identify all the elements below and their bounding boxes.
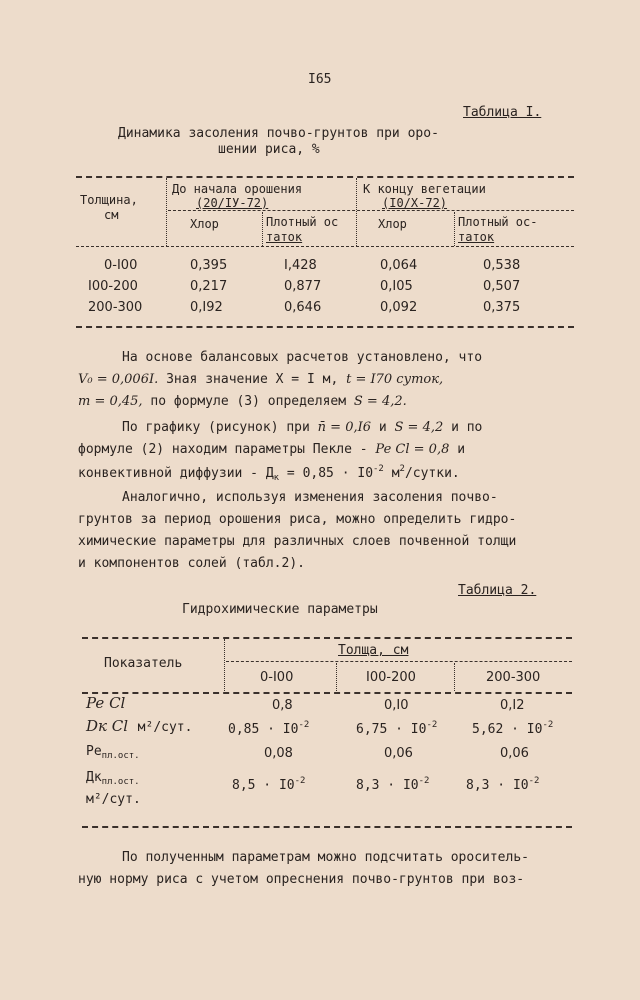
para2-line3-unit-tail: /сутки. (404, 466, 460, 481)
table2-row1-v1: 0,8 (272, 698, 293, 713)
para2-line3-exp: -2 (373, 464, 384, 474)
table1-row3-v4: 0,375 (483, 300, 521, 315)
table2-row1-v3: 0,I2 (500, 698, 525, 713)
para2-line3-sub: к (273, 473, 280, 483)
table1-vsep-4 (454, 212, 455, 246)
para2-line3-a: конвективной диффузии - Д (78, 466, 274, 481)
table2-row4-v1-base: 8,5 · I0 (232, 778, 295, 793)
table2-row4-name: Дк (86, 770, 102, 785)
table2-row3-v1: 0,08 (264, 746, 293, 761)
table2-row1-name: Pe Cl (86, 694, 126, 712)
para1-line3-rest: по формуле (3) определяем (150, 394, 347, 409)
table2-row2-v3 (472, 720, 553, 737)
table2-vsep-1 (224, 639, 225, 691)
table1-row2-v2: 0,877 (284, 279, 322, 294)
para1-t: t = I70 суток, (346, 372, 444, 387)
table1-group2: К концу вегетации (363, 182, 486, 196)
para1-v0: V₀ = 0,006I. (78, 372, 159, 387)
table2-row4-v2 (356, 776, 429, 793)
table2-row4-sub: пл.ост. (101, 777, 140, 787)
table1-col-depth: Толщина, (80, 193, 138, 207)
table1-row1-v1: 0,395 (190, 258, 228, 273)
table1-row3-v1: 0,I92 (190, 300, 223, 315)
table2-row2-v2-exp: -2 (426, 720, 438, 730)
table2-mid-rule (226, 661, 572, 662)
para2-line3-unit-exp: 2 (399, 464, 405, 474)
table1-vsep-3 (262, 212, 263, 246)
table2-row2-v1-exp: -2 (298, 720, 310, 730)
table2-row2-name: Dк Cl (86, 717, 129, 735)
para2-line2 (78, 442, 465, 457)
table2-row2-v3-exp: -2 (542, 720, 554, 730)
table2-top-rule (82, 637, 572, 639)
table1-vsep-1 (166, 178, 167, 246)
para4-line2: ную норму риса с учетом опреснения почво-грунтов при воз- (78, 872, 525, 887)
table1-title-line1: Динамика засоления почво-грунтов при оро- (118, 126, 439, 141)
table1-row2-v1: 0,217 (190, 279, 228, 294)
table2-row4-v3-base: 8,3 · I0 (466, 778, 529, 793)
para2-n: n̄ = 0,I6 (317, 420, 372, 435)
table1-row2-depth: I00-200 (88, 279, 138, 294)
para2-line1-b: и по (451, 420, 483, 435)
table1-sub-chlor-2: Хлор (378, 217, 407, 231)
para1-s: S = 4,2. (353, 394, 407, 409)
table1-group1: До начала орошения (172, 182, 303, 196)
table1-row2-v4: 0,507 (483, 279, 521, 294)
table2-row4-v2-base: 8,3 · I0 (356, 778, 419, 793)
table1-vsep-2 (356, 178, 357, 246)
table2-subcol-1: 0-I00 (260, 670, 294, 685)
para4-line1: По полученным параметрам можно подсчитать ороситель- (122, 850, 529, 865)
table2-row4-label (86, 770, 140, 787)
para1-line3 (78, 394, 407, 409)
para2-line3-unit: м (391, 466, 400, 481)
table1-title-line2: шении риса, % (218, 142, 320, 157)
table1-group2-date: (I0/X-72) (382, 196, 448, 210)
table2-label: Таблица 2. (458, 583, 537, 598)
table1-bottom-rule (76, 326, 574, 328)
table1-row3-v2: 0,646 (284, 300, 322, 315)
table2-row4-v3-exp: -2 (528, 776, 540, 786)
table2-row3-sub: пл.ост. (101, 751, 140, 761)
para2-line1 (122, 420, 482, 435)
table2-header-rule (82, 692, 572, 694)
para2-pecl: Pe Cl = 0,8 (375, 442, 450, 457)
table2-bottom-rule (82, 826, 572, 828)
para1-line1: На основе балансовых расчетов установлено, что (122, 350, 483, 365)
para3-line4: и компонентов солей (табл.2). (78, 556, 305, 571)
para2-line2-a: формуле (2) находим параметры Пекле - (78, 442, 368, 457)
para2-and: и (378, 420, 387, 435)
para3-line1: Аналогично, используя изменения засоления почво- (122, 490, 498, 505)
table1-mid-rule (168, 210, 574, 211)
para3-line3: химические параметры для различных слоев почвенной толщи (78, 534, 517, 549)
table2-title: Гидрохимические параметры (182, 602, 378, 617)
table1-top-rule (76, 176, 574, 178)
table1-sub-residue-1b: таток (266, 230, 303, 244)
table2-group-depth: Толща, см (338, 643, 409, 658)
table2-row4-v1-exp: -2 (294, 776, 306, 786)
table1-group1-date: (20/IУ-72) (196, 196, 269, 210)
table2-subcol-2: I00-200 (366, 670, 416, 685)
table1-row2-v3: 0,I05 (380, 279, 413, 294)
para2-line1-a: По графику (рисунок) при (122, 420, 310, 435)
table2-row2-v1 (228, 720, 309, 737)
table2-row4-v3 (466, 776, 539, 793)
table2-row3-v3: 0,06 (500, 746, 529, 761)
table1-row1-v2: I,428 (284, 258, 317, 273)
table2-row4-v1 (232, 776, 305, 793)
table1-header-rule (76, 246, 574, 247)
page-number: I65 (308, 72, 332, 87)
table1-sub-chlor-1: Хлор (190, 217, 219, 231)
table2-row1-v2: 0,I0 (384, 698, 409, 713)
table1-row3-depth: 200-300 (88, 300, 143, 315)
table1-sub-residue-1: Плотный ос (266, 215, 339, 229)
para3-line2: грунтов за период орошения риса, можно определить гидро- (78, 512, 517, 527)
table1-sub-residue-2: Плотный ос- (458, 215, 538, 229)
table2-col-indicator: Показатель (104, 656, 183, 671)
table2-row2-v1-base: 0,85 · I0 (228, 722, 299, 737)
table2-vsep-2 (336, 663, 337, 691)
para1-line2-rest: Зная значение X = I м, (166, 372, 339, 387)
table2-row2-label (86, 716, 192, 735)
table1-row3-v3: 0,092 (380, 300, 418, 315)
table2-row2-v2 (356, 720, 437, 737)
table2-row2-v2-base: 6,75 · I0 (356, 722, 427, 737)
table1-row1-v4: 0,538 (483, 258, 521, 273)
table1-sub-residue-2b: таток (458, 230, 495, 244)
table1-label: Таблица I. (463, 105, 542, 120)
table1-row1-v3: 0,064 (380, 258, 418, 273)
table2-subcol-3: 200-300 (486, 670, 541, 685)
para1-m: m = 0,45, (78, 394, 143, 409)
para1-line2 (78, 372, 443, 387)
para2-line3-value: = 0,85 · I0 (286, 466, 374, 481)
table2-row2-unit: м²/сут. (137, 720, 193, 735)
para2-line3 (78, 464, 460, 483)
table2-row4-unit: м²/сут. (86, 792, 141, 807)
table2-row3-label (86, 744, 140, 761)
table2-row3-v2: 0,06 (384, 746, 413, 761)
table2-vsep-3 (454, 663, 455, 691)
para2-line2-b: и (457, 442, 466, 457)
para2-s: S = 4,2 (394, 420, 444, 435)
table2-row2-v3-base: 5,62 · I0 (472, 722, 543, 737)
table1-row1-depth: 0-I00 (104, 258, 138, 273)
table1-col-depth-unit: см (104, 208, 119, 222)
table2-row3-name: Ре (86, 744, 102, 759)
table2-row4-v2-exp: -2 (418, 776, 430, 786)
